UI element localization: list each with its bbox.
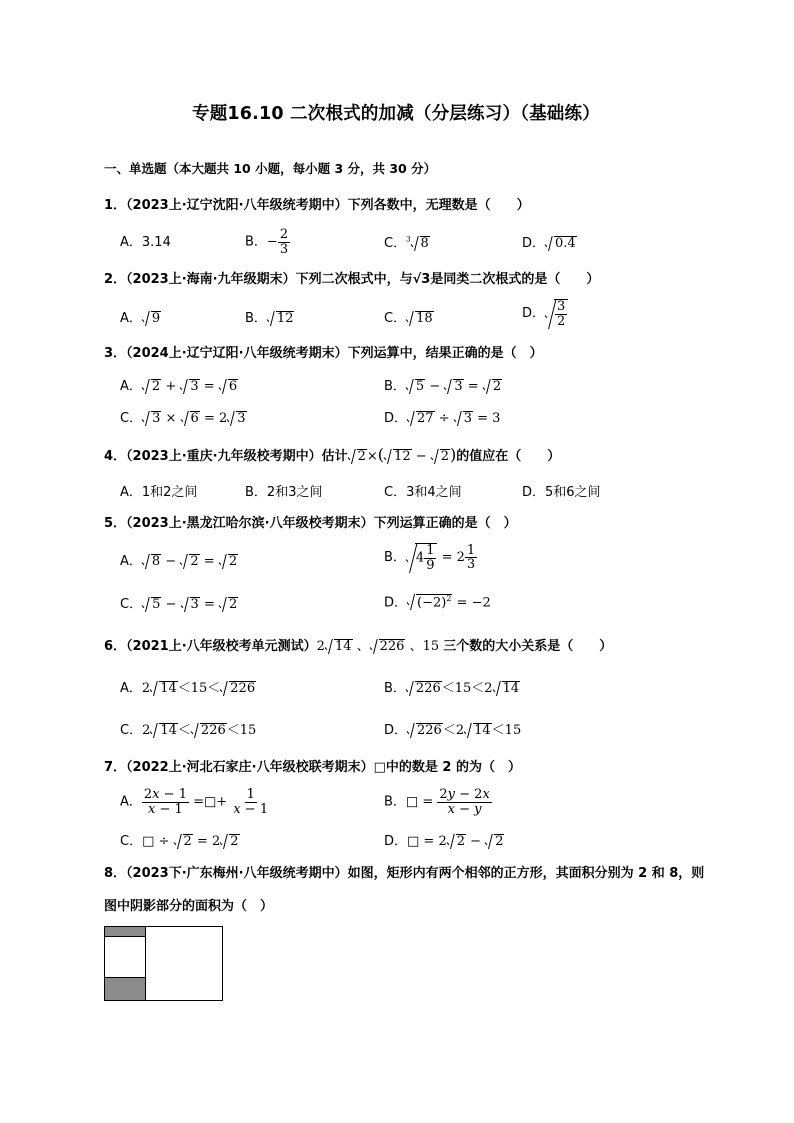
q2-option-c: C． 18: [384, 311, 433, 326]
shaded-top: [105, 927, 146, 937]
q7-option-d: D．□ = 2 2 − 2: [384, 834, 504, 849]
page-title: 专题16.10 二次根式的加减（分层练习）（基础练）: [192, 104, 600, 124]
q4-option-a: A．1和2之间: [120, 485, 198, 500]
q2-option-d: D． $\frac{3}{2}$: [522, 299, 568, 328]
question-8-stem-line2: 图中阴影部分的面积为（ ）: [104, 899, 274, 914]
q4-option-c: C．3和4之间: [384, 485, 462, 500]
question-2-stem: 2．（2023上·海南·九年级期末）下列二次根式中，与√3是同类二次根式的是（ ）: [104, 272, 600, 287]
q3-option-c: C． 3 × 6 = 2 3: [120, 411, 246, 426]
q5-option-b: B． 4 $\frac{1}{9}$ = 2 $\frac{1}{3}$: [384, 542, 476, 573]
q5-option-d: D． $(-2)^2 = -2$: [384, 594, 491, 611]
q8-figure: [104, 926, 226, 1004]
q1-option-b: B．− $\frac{2}{3}$: [245, 227, 289, 257]
q5-option-a: A． 8 − 2 = 2: [120, 554, 238, 569]
q2-option-a: A． 9: [120, 311, 161, 326]
q5-option-c: C． 5 − 3 = 2: [120, 597, 238, 612]
q3-option-d: D． 27 ÷ 3 = 3: [384, 411, 501, 426]
question-7-stem: 7．（2022上·河北石家庄·八年级校联考期末）□中的数是 2 的为（ ）: [104, 760, 521, 775]
q1-option-c: C．$^3$ 8: [384, 235, 429, 251]
q6-option-c: C．2 14＜ 226＜15: [120, 723, 257, 738]
question-5-stem: 5．（2023上·黑龙江哈尔滨·八年级校考期末）下列运算正确的是（ ）: [104, 516, 517, 531]
q4-option-b: B．2和3之间: [245, 485, 323, 500]
q4-option-d: D．5和6之间: [522, 485, 601, 500]
q1-option-d: D． 0.4: [522, 236, 576, 251]
question-6-stem: 6．（2021上·八年级校考单元测试）2 14 、 226 、15 三个数的大小关系是（ ）: [104, 639, 613, 654]
section-heading: 一、单选题（本大题共 10 小题，每小题 3 分，共 30 分）: [104, 161, 437, 176]
q3-option-a: A． 2 + 3 = 6: [120, 379, 238, 394]
q6-option-d: D． 226＜2 14＜15: [384, 723, 522, 738]
shaded-bottom: [105, 978, 146, 1001]
q6-option-b: B． 226＜15＜2 14: [384, 681, 520, 696]
q7-option-b: B．□ = $\frac{2y - 2x}{x - y}$: [384, 787, 490, 817]
question-3-stem: 3．（2024上·辽宁辽阳·八年级统考期末）下列运算中，结果正确的是（ ）: [104, 346, 543, 361]
q2-option-b: B． 12: [245, 311, 294, 326]
q6-option-a: A．2 14＜15＜ 226: [120, 681, 256, 696]
small-square: [105, 937, 146, 978]
question-4-stem: 4．（2023上·重庆·九年级校考期中）估计 2×( 12 − 2)的值应在（ ）: [104, 445, 561, 464]
q7-option-c: C．□ ÷ 2 = 2 2: [120, 834, 239, 849]
q3-option-b: B． 5 − 3 = 2: [384, 379, 502, 394]
question-1-stem: 1．（2023上·辽宁沈阳·八年级统考期中）下列各数中，无理数是（ ）: [104, 198, 530, 213]
question-8-stem: 8．（2023下·广东梅州·八年级统考期中）如图，矩形内有两个相邻的正方形，其面积分别为 2 和 8，则: [104, 866, 705, 881]
q1-option-a: A．3.14: [120, 235, 171, 250]
q7-option-a: A． $\frac{2x - 1}{x - 1}$ =□+ $\frac{1}{x - 1}$: [120, 787, 269, 817]
